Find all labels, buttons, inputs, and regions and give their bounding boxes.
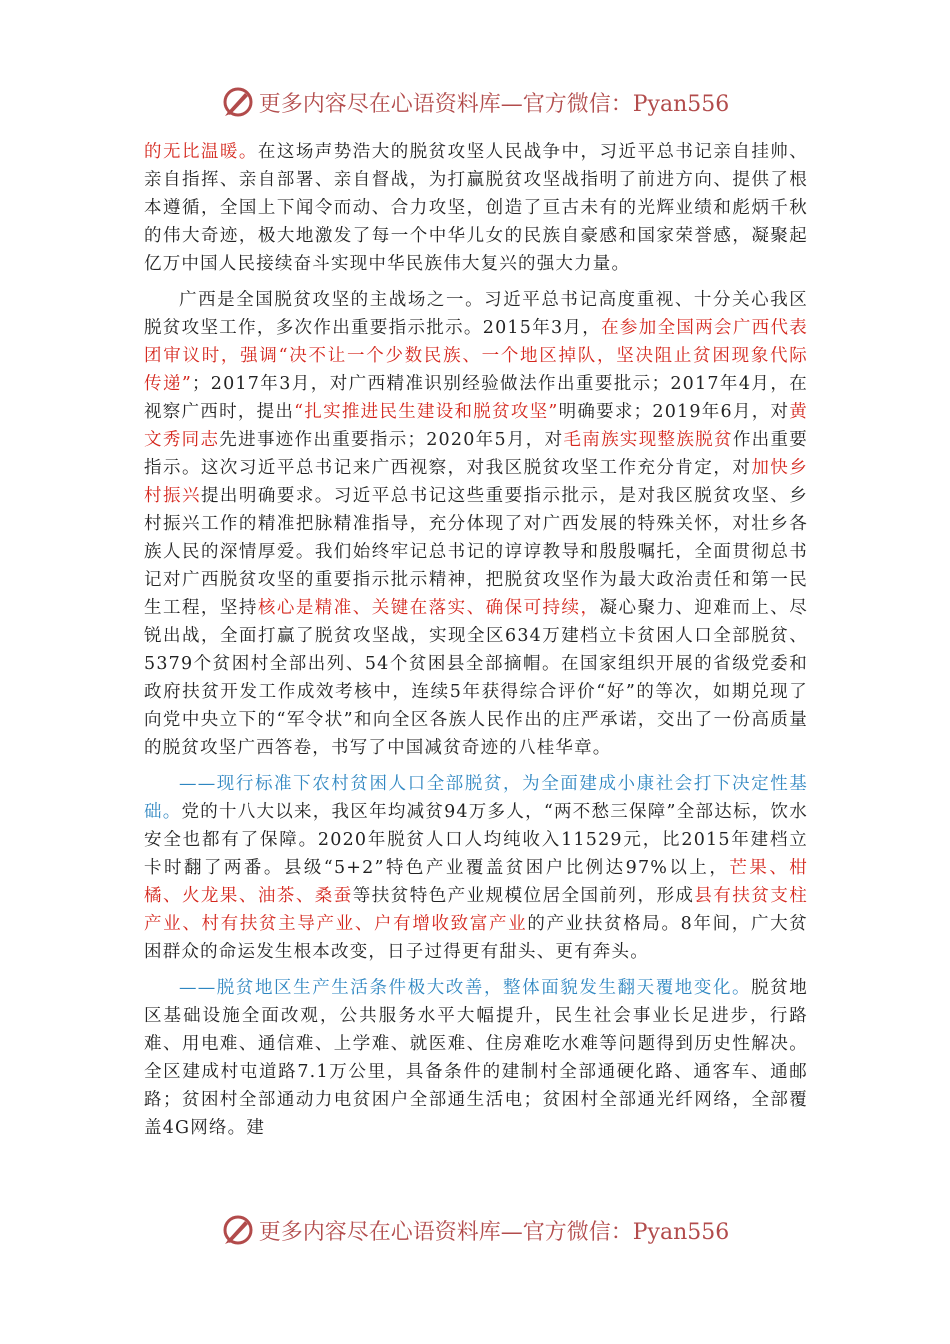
body-text: 先进事迹作出重要指示；2020年5月，对	[219, 430, 564, 450]
body-text: 等扶贫特色产业规模位居全国前列，形成	[352, 886, 695, 906]
paragraph	[144, 974, 808, 1142]
highlight-red-text: 毛南族实现整族脱贫	[563, 430, 733, 450]
highlight-red-text: “扎实推进民生建设和脱贫攻坚”	[294, 402, 559, 422]
highlight-red-text: 黄文秀同志	[144, 402, 808, 450]
highlight-blue-heading: ——现行标准下农村贫困人口全部脱贫，为全面建成小康社会打下决定性基础。	[144, 774, 808, 822]
highlight-red-text: 芒果、柑橘、火龙果、油茶、桑蚕	[144, 858, 808, 906]
highlight-blue-heading: ——脱贫地区生产生活条件极大改善，整体面貌发生翻天覆地变化。	[179, 978, 752, 998]
highlight-red-text: 核心是精准、关键在落实、确保可持续，	[257, 598, 600, 618]
pen-circle-logo-icon	[221, 85, 255, 119]
body-text: 明确要求；2019年6月，对	[558, 402, 790, 422]
pen-circle-logo-icon	[221, 1213, 255, 1247]
footer-banner	[0, 1210, 950, 1250]
highlight-red-text: 的无比温暖。	[144, 142, 258, 162]
body-text: 凝心聚力、迎难而上、尽锐出战，全面打赢了脱贫攻坚战，实现全区634万建档立卡贫困人口全部脱贫、5379个贫困村全部出列、54个贫困县全部摘帽。在国家组织开展的省级党委和政府扶贫开发工作成效考核中，连续5年获得综合评价“好”的等次，如期兑现了向党中央立下的“军令状”和向全区各族人民作出的庄严承诺，交出了一份高质量的脱贫攻坚广西答卷，书写了中国减贫奇迹的八桂华章。	[144, 598, 808, 758]
highlight-red-text: 加快乡村振兴	[144, 458, 808, 506]
paragraph	[144, 770, 808, 966]
body-text: 广西是全国脱贫攻坚的主战场之一。习近平总书记高度重视、十分关心我区脱贫攻坚工作，多次作出重要指示批示。2015年3月，	[144, 290, 808, 338]
highlight-red-text: 在参加全国两会广西代表团审议时，强调“决不让一个少数民族、一个地区掉队，坚决阻止贫困现象代际传递”	[144, 318, 808, 394]
body-text: ；2017年3月，对广西精准识别经验做法作出重要批示；2017年4月，在视察广西时，提出	[144, 374, 808, 422]
document-body	[144, 138, 808, 1150]
header-banner	[0, 82, 950, 122]
body-text: 党的十八大以来，我区年均减贫94万多人，“两不愁三保障”全部达标，饮水安全也都有了保障。2020年脱贫人口人均纯收入11529元，比2015年建档立卡时翻了两番。县级“5+2”特色产业覆盖贫困户比例达97%以上，	[144, 802, 808, 878]
highlight-red-text: 县有扶贫支柱产业、村有扶贫主导产业、户有增收致富产业	[144, 886, 809, 934]
body-text: 提出明确要求。习近平总书记这些重要指示批示，是对我区脱贫攻坚、乡村振兴工作的精准把脉精准指导，充分体现了对广西发展的特殊关怀，对壮乡各族人民的深情厚爱。我们始终牢记总书记的谆谆教导和殷殷嘱托，全面贯彻总书记对广西脱贫攻坚的重要指示批示精神，把脱贫攻坚作为最大政治责任和第一民生工程，坚持	[144, 486, 808, 618]
body-text: 在这场声势浩大的脱贫攻坚人民战争中，习近平总书记亲自挂帅、亲自指挥、亲自部署、亲自督战，为打赢脱贫攻坚战指明了前进方向、提供了根本遵循，全国上下闻令而动、合力攻坚，创造了亘古未有的光辉业绩和彪炳千秋的伟大奇迹，极大地激发了每一个中华儿女的民族自豪感和国家荣誉感，凝聚起亿万中国人民接续奋斗实现中华民族伟大复兴的强大力量。	[144, 142, 808, 274]
body-text: 脱贫地区基础设施全面改观，公共服务水平大幅提升，民生社会事业长足进步，行路难、用电难、通信难、上学难、就医难、住房难吃水难等问题得到历史性解决。全区建成村屯道路7.1万公里，具备条件的建制村全部通硬化路、通客车、通邮路；贫困村全部通动力电贫困户全部通生活电；贫困村全部通光纤网络，全部覆盖4G网络。建	[144, 978, 808, 1138]
body-text: 的产业扶贫格局。8年间，广大贫困群众的命运发生根本改变，日子过得更有甜头、更有奔头。	[144, 914, 808, 962]
banner-text: 更多内容尽在心语资料库—官方微信：Pyan556	[258, 1219, 730, 1245]
paragraph	[144, 286, 808, 762]
banner-text: 更多内容尽在心语资料库—官方微信：Pyan556	[258, 91, 730, 117]
body-text: 作出重要指示。这次习近平总书记来广西视察，对我区脱贫攻坚工作充分肯定，对	[144, 430, 808, 478]
paragraph	[144, 138, 808, 278]
